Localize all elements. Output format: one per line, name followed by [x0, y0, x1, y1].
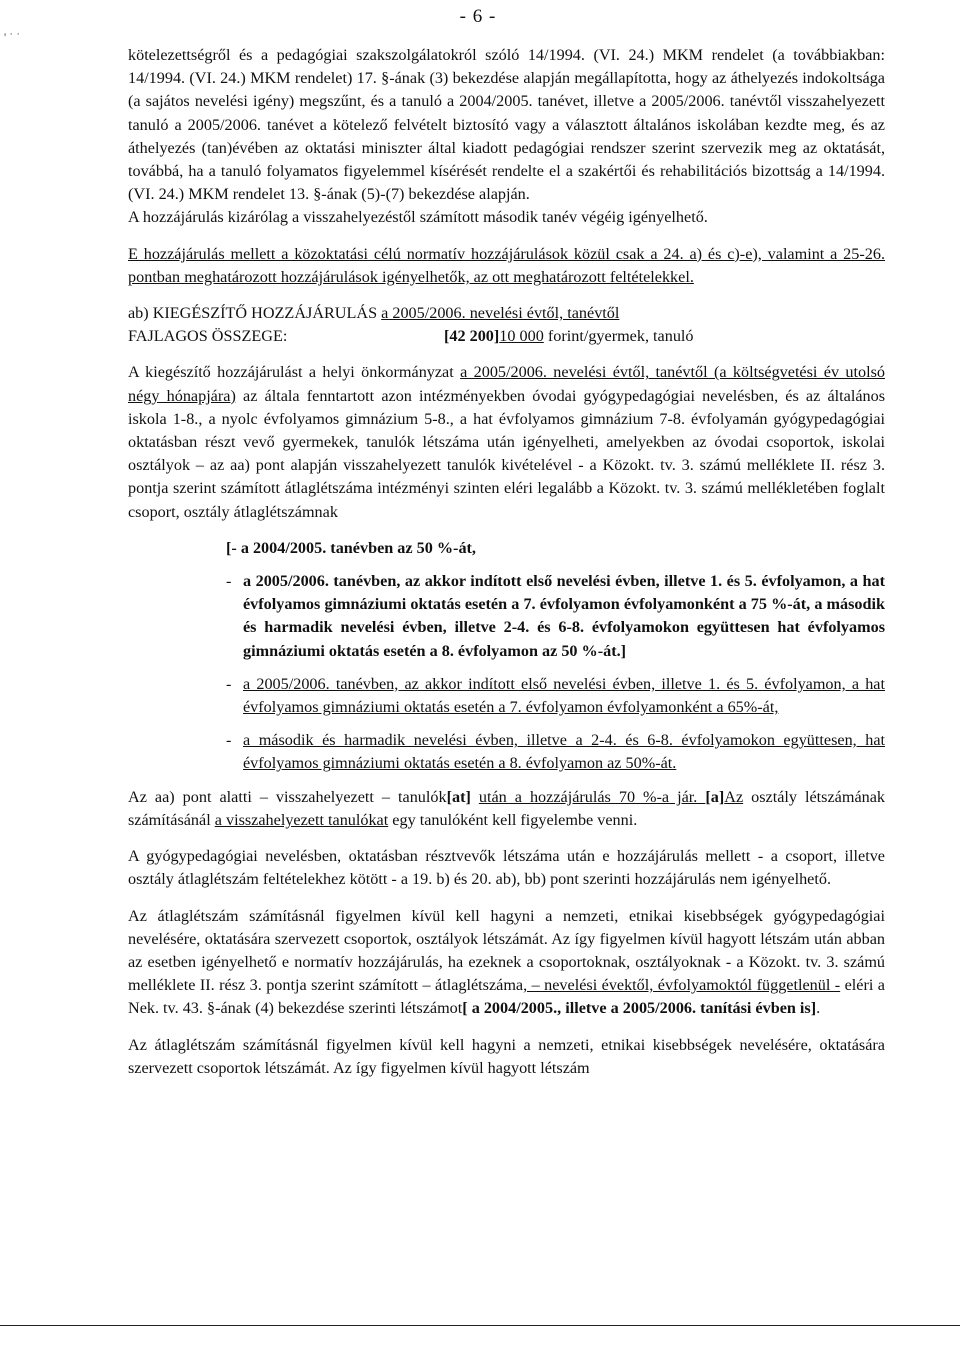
paragraph-5-middle: osztály létszámának számításánál	[128, 787, 885, 829]
list-item-dash: -	[226, 572, 232, 591]
paragraph-7	[128, 905, 885, 1021]
ab-heading-line	[128, 302, 885, 325]
paragraph-7-start: Az átlaglétszám számításnál figyelmen kívül kell hagyni a nemzeti, etnikai kisebbségek gyógypedagógiai nevelésére, oktatására szervezett csoportok, osztályok létszámát. Az így figyelmen kívül hagyott létszám után abban az esetben igényelhető e normatív hozzájárulás, ha ezeknek a csoportoknak, osztályoknak - a Közokt. tv. 3. számú melléklete II. rész 3. pontja szerint számított – átlaglétszáma	[128, 906, 885, 995]
paragraph-4-period: a 2005/2006. nevelési évtől, tanévtől (a költségvetési év utolsó négy hónapjára)	[128, 363, 885, 405]
ab-amount-unit: forint/gyermek, tanuló	[543, 327, 694, 346]
ab-amount-line	[128, 325, 885, 348]
paragraph-7-end: .	[816, 999, 821, 1018]
paragraph-5-deleted-suffix: [at]	[446, 787, 471, 806]
paragraph-7-middle: eléri a Nek. tv. 43. §-ának (4) bekezdése szerinti létszámot	[128, 976, 885, 1018]
paragraph-5-students: a visszahelyezett tanulókat	[214, 810, 389, 829]
paragraph-5-article: Az	[724, 787, 744, 806]
list-item-dash: -	[226, 731, 232, 750]
paragraph-5-deleted-article: [a]	[705, 787, 725, 806]
paragraph-7-deleted: [ a 2004/2005., illetve a 2005/2006. tanítási évben is]	[462, 999, 817, 1018]
ab-amount-new: 10 000	[499, 327, 544, 346]
paragraph-4-rest: az általa fenntartott azon intézményekben óvodai gyógypedagógiai nevelésben, és az általános iskola 1-8., a nyolc évfolyamos gimnázium 5-8., a hat évfolyamos gimnázium 7-8. évfolyamán gyógypedagógiai oktatásban részt vevő gyermekek, tanulók létszáma után igényelheti, amelyekben az óvodai csoportok, iskolai osztályok – az aa) pont alapján visszahelyezett tanulók kivételével - a Közokt. tv. 3. számú melléklete II. rész 3. pontja szerint számított átlaglétszáma intézményi szinten eléri legalább a Közokt. tv. 3. számú mellékletében foglalt csoport, osztály átlaglétszámnak	[128, 386, 885, 521]
ab-amount-old: [42 200]	[444, 327, 500, 346]
list-item	[128, 570, 885, 663]
ab-amount-label: FAJLAGOS ÖSSZEGE:	[128, 327, 288, 346]
paragraph-5-rate: után a hozzájárulás 70 %-a jár.	[478, 787, 706, 806]
paragraph-7-inserted: , – nevelési évektől, évfolyamoktól függetlenül -	[523, 976, 841, 995]
document-body	[128, 44, 885, 1093]
ab-heading-title: ab) KIEGÉSZÍTŐ HOZZÁJÁRULÁS	[128, 304, 382, 323]
page-number: - 6 -	[459, 6, 497, 27]
list-item-text: a 2005/2006. tanévben, az akkor indított első nevelési évben, illetve 1. és 5. évfolyamon, a hat évfolyamos gimnáziumi oktatás esetén a 7. évfolyamon évfolyamonként a 75 %-át, a második és harmadik nevelési évben, illetve 2-4. és 6-8. évfolyamokon együttesen hat évfolyamos gimnáziumi oktatás esetén a 8. évfolyamon az 50 %-át.]	[243, 572, 885, 660]
ab-heading-period: a 2005/2006. nevelési évtől, tanévtől	[381, 304, 620, 323]
paragraph-4	[128, 361, 885, 523]
list-item-text: [- a 2004/2005. tanévben az 50 %-át,	[226, 538, 476, 557]
paragraph-1-note: A hozzájárulás kizárólag a visszahelyezéstől számított második tanév végéig igényelhető.	[128, 208, 708, 227]
paragraph-5-start: Az aa) pont alatti – visszahelyezett – tanulók	[128, 787, 447, 806]
paragraph-6: A gyógypedagógiai nevelésben, oktatásban résztvevők létszáma után e hozzájárulás mellett - a csoport, illetve osztály átlaglétszám feltételekhez kötött - a 19. b) és 20. ab), bb) pont szerinti hozzájárulás nem igényelhető.	[128, 847, 885, 889]
paragraph-1	[128, 44, 885, 230]
scan-specks: ' ˙ ˙	[4, 30, 21, 44]
ab-heading-block	[128, 302, 885, 348]
paragraph-4-start: A kiegészítő hozzájárulást a helyi önkormányzat	[128, 363, 461, 382]
paragraph-1-text: kötelezettségről és a pedagógiai szakszolgálatokról szóló 14/1994. (VI. 24.) MKM rendelet (a továbbiakban: 14/1994. (VI. 24.) MKM rendelet) 17. §-ának (3) bekezdése alapján megállapította, hogy az áthelyezés indokoltsága (a sajátos nevelési igény) megszűnt, és a tanuló a 2004/2005. tanévet, illetve a 2005/2006. tanévtől visszahelyezett tanuló a 2005/2006. tanévet a kötelező felvételt biztosító vagy a választott általános iskolában kezdte meg, és az áthelyezés (tan)évében az oktatási miniszter által kiadott pedagógiai rendszer szerint szervezik meg az oktatását, továbbá, ha a tanuló folyamatos figyelemmel kísérését rendelte el a szakértői és rehabilitációs bizottság a 14/1994. (VI. 24.) MKM rendelet 13. §-ának (5)-(7) bekezdése alapján.	[128, 46, 885, 204]
paragraph-5-space	[471, 788, 479, 806]
paragraph-8: Az átlaglétszám számításnál figyelmen kívül kell hagyni a nemzeti, etnikai kisebbségek nevelésére, oktatására szervezett csoportok létszámát. Az így figyelmen kívül hagyott létszám	[128, 1035, 885, 1077]
list-item-dash: -	[226, 674, 232, 693]
paragraph-5-end: egy tanulóként kell figyelembe venni.	[388, 810, 638, 829]
paragraph-5	[128, 786, 885, 832]
bottom-rule	[0, 1325, 960, 1326]
paragraph-2: E hozzájárulás mellett a közoktatási célú normatív hozzájárulások közül csak a 24. a) és c)-e), valamint a 25-26. pontban meghatározott hozzájárulások igényelhetők, az ott meghatározott feltételekkel.	[128, 244, 885, 286]
list-item	[128, 673, 885, 719]
list-item-text: a 2005/2006. tanévben, az akkor indított első nevelési évben, illetve 1. és 5. évfolyamon, a hat évfolyamos gimnáziumi oktatás esetén a 7. évfolyamon évfolyamonként a 65%-át,	[243, 674, 885, 717]
list-item-text: a második és harmadik nevelési évben, illetve a 2-4. és 6-8. évfolyamokon együttesen, hat évfolyamos gimnáziumi oktatás esetén a 8. évfolyamon az 50%-át.	[243, 731, 885, 773]
list-item	[128, 729, 885, 775]
percentage-list	[128, 537, 885, 776]
list-item	[226, 537, 885, 560]
